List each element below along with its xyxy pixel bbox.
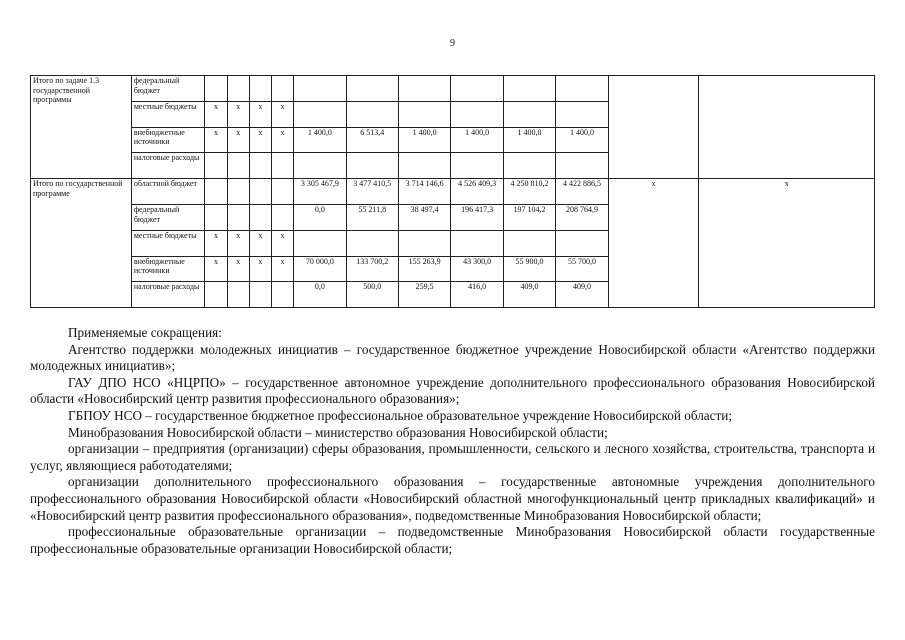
marker-cell: x [249, 230, 271, 256]
marker-cell: x [271, 101, 293, 127]
group-title-cell: Итого по государственной программе [31, 179, 132, 308]
marker-cell [249, 76, 271, 102]
value-cell [503, 101, 555, 127]
value-cell [451, 230, 503, 256]
abbr-gau-dpo: ГАУ ДПО НСО «НЦРПО» – государственное автономное учреждение дополнительного профессионального образования Новосибирской области «Новосибирский центр развития профессионального образования»; [30, 374, 875, 407]
value-cell: 196 417,3 [451, 204, 503, 230]
value-cell [451, 101, 503, 127]
value-cell [294, 101, 346, 127]
value-cell: 4 250 810,2 [503, 179, 555, 205]
value-cell [398, 101, 450, 127]
value-cell [346, 153, 398, 179]
marker-cell: x [271, 256, 293, 282]
abbr-dpo-organizations: организации дополнительного профессионального образования – государственные автономные учреждения дополнительного профессионального образования Новосибирской области «Новосибирский областной многофункциональный центр прикладных квалификаций» и «Новосибирский центр развития профессионального образования», подведомственные Минобразования Новосибирской области; [30, 474, 875, 523]
marker-cell: x [205, 230, 227, 256]
value-cell: 0,0 [294, 204, 346, 230]
budget-table [30, 75, 875, 308]
value-cell: 208 764,9 [556, 204, 608, 230]
value-cell: 3 477 410,5 [346, 179, 398, 205]
page-number: 9 [450, 38, 455, 49]
marker-cell [205, 76, 227, 102]
funding-source-cell: налоговые расходы [131, 153, 205, 179]
budget-table-body [31, 76, 875, 308]
marker-cell [271, 76, 293, 102]
value-cell: 1 400,0 [451, 127, 503, 153]
value-cell: 197 104,2 [503, 204, 555, 230]
abbr-ministry: Минобразования Новосибирской области – министерство образования Новосибирской области; [68, 424, 608, 440]
marker-cell [227, 153, 249, 179]
marker-cell: x [205, 256, 227, 282]
value-cell [294, 76, 346, 102]
marker-cell [205, 204, 227, 230]
marker-cell [205, 153, 227, 179]
marker-cell: x [249, 127, 271, 153]
value-cell: 1 400,0 [556, 127, 608, 153]
value-cell: 155 263,9 [398, 256, 450, 282]
abbr-organizations: организации – предприятия (организации) сферы образования, промышленности, сельского и лесного хозяйства, строительства, транспорта и услуг, являющиеся работодателями; [30, 441, 875, 473]
marker-cell: x [271, 230, 293, 256]
value-cell: 409,0 [556, 282, 608, 308]
value-cell [398, 230, 450, 256]
marker-cell: x [227, 127, 249, 153]
marker-cell: x [205, 127, 227, 153]
value-cell: 4 422 886,5 [556, 179, 608, 205]
group-note-a-cell: x [608, 179, 699, 308]
funding-source-cell: федеральный бюджет [131, 204, 205, 230]
group-note-b-cell [699, 76, 875, 179]
value-cell [451, 76, 503, 102]
value-cell: 1 400,0 [294, 127, 346, 153]
value-cell [556, 101, 608, 127]
marker-cell [271, 179, 293, 205]
value-cell: 38 497,4 [398, 204, 450, 230]
abbr-gbpou: ГБПОУ НСО – государственное бюджетное профессиональное образовательное учреждение Новосибирской области; [68, 407, 732, 423]
marker-cell [249, 179, 271, 205]
group-note-b-cell: x [699, 179, 875, 308]
value-cell: 500,0 [346, 282, 398, 308]
marker-cell: x [227, 101, 249, 127]
funding-source-cell: внебюджетные источники [131, 127, 205, 153]
value-cell: 409,0 [503, 282, 555, 308]
group-note-a-cell [608, 76, 699, 179]
value-cell [346, 76, 398, 102]
value-cell [556, 76, 608, 102]
value-cell: 259,5 [398, 282, 450, 308]
value-cell [503, 153, 555, 179]
value-cell: 1 400,0 [398, 127, 450, 153]
marker-cell: x [205, 101, 227, 127]
value-cell: 0,0 [294, 282, 346, 308]
abbreviations-section [30, 325, 875, 557]
marker-cell [249, 153, 271, 179]
funding-source-cell: внебюджетные источники [131, 256, 205, 282]
value-cell [346, 230, 398, 256]
abbr-professional-organizations: профессиональные образовательные организации – подведомственные Минобразования Новосибирской области государственные профессиональные образовательные организации Новосибирской области; [30, 524, 875, 556]
value-cell [503, 230, 555, 256]
abbreviations-heading: Применяемые сокращения: [68, 325, 222, 340]
abbr-youth-agency: Агентство поддержки молодежных инициатив – государственное бюджетное учреждение Новосибирской области «Агентство поддержки молодежных инициатив»; [30, 341, 875, 374]
funding-source-cell: местные бюджеты [131, 101, 205, 127]
marker-cell [227, 204, 249, 230]
value-cell [556, 153, 608, 179]
marker-cell: x [249, 256, 271, 282]
value-cell: 70 000,0 [294, 256, 346, 282]
value-cell [451, 153, 503, 179]
value-cell [503, 76, 555, 102]
value-cell: 55 700,0 [556, 256, 608, 282]
value-cell: 133 700,2 [346, 256, 398, 282]
marker-cell [271, 204, 293, 230]
marker-cell [205, 179, 227, 205]
funding-source-cell: федеральный бюджет [131, 76, 205, 102]
value-cell: 1 400,0 [503, 127, 555, 153]
marker-cell [271, 153, 293, 179]
table-row [31, 76, 875, 102]
value-cell [294, 230, 346, 256]
marker-cell: x [271, 127, 293, 153]
value-cell [556, 230, 608, 256]
value-cell [398, 153, 450, 179]
funding-source-cell: областной бюджет [131, 179, 205, 205]
value-cell: 3 714 146,6 [398, 179, 450, 205]
funding-source-cell: местные бюджеты [131, 230, 205, 256]
marker-cell [227, 76, 249, 102]
marker-cell: x [227, 256, 249, 282]
marker-cell [205, 282, 227, 308]
value-cell [346, 101, 398, 127]
marker-cell [249, 204, 271, 230]
value-cell [294, 153, 346, 179]
marker-cell: x [249, 101, 271, 127]
marker-cell: x [227, 230, 249, 256]
value-cell: 416,0 [451, 282, 503, 308]
value-cell: 6 513,4 [346, 127, 398, 153]
funding-source-cell: налоговые расходы [131, 282, 205, 308]
value-cell: 55 900,0 [503, 256, 555, 282]
value-cell [398, 76, 450, 102]
group-title-cell: Итого по задаче 1.3 государственной программы [31, 76, 132, 179]
marker-cell [227, 179, 249, 205]
value-cell: 3 305 467,9 [294, 179, 346, 205]
value-cell: 4 526 409,3 [451, 179, 503, 205]
marker-cell [227, 282, 249, 308]
value-cell: 43 300,0 [451, 256, 503, 282]
value-cell: 55 211,8 [346, 204, 398, 230]
marker-cell [249, 282, 271, 308]
marker-cell [271, 282, 293, 308]
table-row [31, 179, 875, 205]
